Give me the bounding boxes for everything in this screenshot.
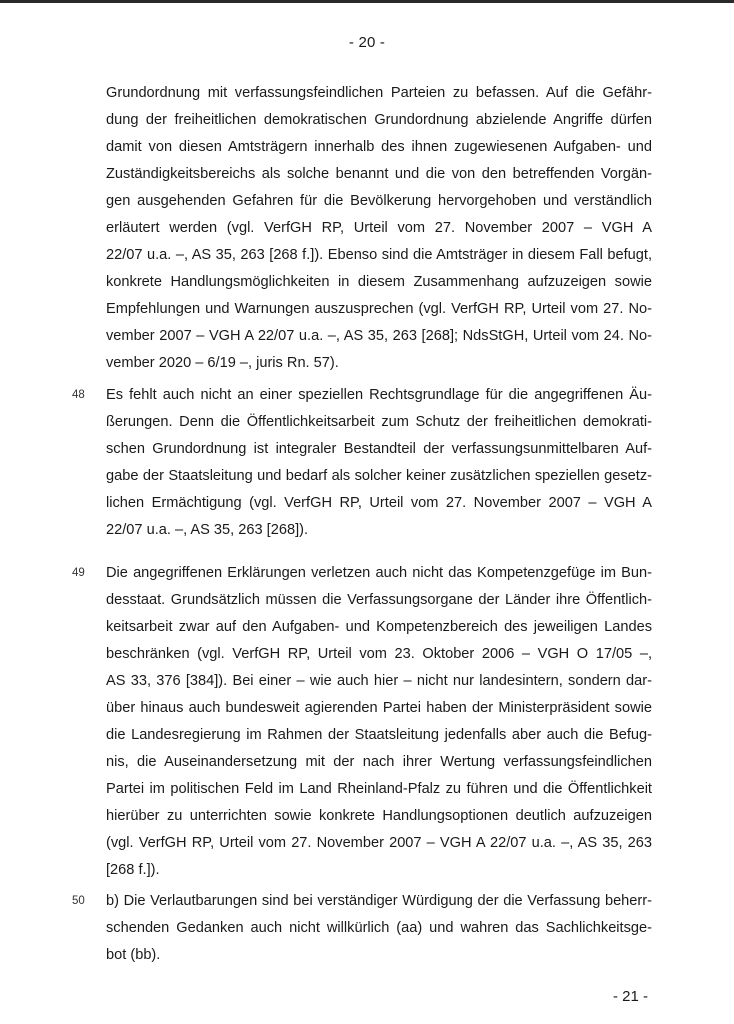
paragraph-number-49: 49 xyxy=(72,567,85,579)
text-line: [268 f.]). xyxy=(106,862,160,878)
paragraph-continuation xyxy=(106,80,652,377)
text-line: Zuständigkeitsbereichs als solche benannt und die von den betreffenden Vorgän- xyxy=(106,166,652,182)
paragraph-50 xyxy=(106,888,652,969)
text-line: Die angegriffenen Erklärungen verletzen auch nicht das Kompetenzgefüge im Bun- xyxy=(106,565,652,581)
paragraph-48 xyxy=(106,382,652,544)
text-line: vember 2007 – VGH A 22/07 u.a. –, AS 35, 263 [268]; NdsStGH, Urteil vom 24. No- xyxy=(106,328,652,344)
text-line: (vgl. VerfGH RP, Urteil vom 27. November 2007 – VGH A 22/07 u.a. –, AS 35, 263 xyxy=(106,835,652,851)
text-line: schen Grundordnung ist integraler Bestandteil der verfassungsunmittelbaren Auf- xyxy=(106,441,652,457)
paragraph-number-50: 50 xyxy=(72,895,85,907)
page-number-top: - 20 - xyxy=(348,34,386,51)
text-line: die Landesregierung im Rahmen der Staatsleitung jedenfalls aber auch die Befug- xyxy=(106,727,652,743)
page-number-bottom: - 21 - xyxy=(612,988,648,1005)
text-line: erläutert werden (vgl. VerfGH RP, Urteil vom 27. November 2007 – VGH A xyxy=(106,220,652,236)
text-line: keitsarbeit zwar auf den Aufgaben- und Kompetenzbereich des jeweiligen Landes xyxy=(106,619,652,635)
text-line: desstaat. Grundsätzlich müssen die Verfassungsorgane der Länder ihre Öffentlich- xyxy=(106,592,652,608)
paragraph-49 xyxy=(106,560,652,884)
text-line: bot (bb). xyxy=(106,947,161,963)
text-line: damit von diesen Amtsträgern innerhalb des ihnen zugewiesenen Aufgaben- und xyxy=(106,139,652,155)
paragraph-number-48: 48 xyxy=(72,389,85,401)
text-line: AS 33, 376 [384]). Bei einer – wie auch hier – nicht nur landesintern, sondern dar- xyxy=(106,673,652,689)
text-line: gen ausgehenden Gefahren für die Bevölkerung hervorgehoben und verständlich xyxy=(106,193,652,209)
text-line: 22/07 u.a. –, AS 35, 263 [268]). xyxy=(106,522,309,538)
text-line: Partei im politischen Feld im Land Rheinland-Pfalz zu führen und die Öffentlichkeit xyxy=(106,781,652,797)
text-line: beschränken (vgl. VerfGH RP, Urteil vom 23. Oktober 2006 – VGH O 17/05 –, xyxy=(106,646,652,662)
text-line: konkrete Handlungsmöglichkeiten in diesem Zusammenhang aufzuzeigen sowie xyxy=(106,274,652,290)
text-line: lichen Ermächtigung (vgl. VerfGH RP, Urteil vom 27. November 2007 – VGH A xyxy=(106,495,652,511)
text-line: Grundordnung mit verfassungsfeindlichen Parteien zu befassen. Auf die Gefähr- xyxy=(106,85,652,101)
text-line: Es fehlt auch nicht an einer speziellen Rechtsgrundlage für die angegriffenen Äu- xyxy=(106,387,652,403)
text-line: 22/07 u.a. –, AS 35, 263 [268 f.]). Ebenso sind die Amtsträger in diesem Fall befugt, xyxy=(106,247,652,263)
top-border xyxy=(0,0,734,3)
text-line: hierüber zu unterrichten sowie konkrete Handlungsoptionen deutlich aufzuzeigen xyxy=(106,808,652,824)
text-line: vember 2020 – 6/19 –, juris Rn. 57). xyxy=(106,355,339,371)
text-line: ßerungen. Denn die Öffentlichkeitsarbeit zum Schutz der freiheitlichen demokrati- xyxy=(106,414,652,430)
text-line: Empfehlungen und Warnungen auszusprechen (vgl. VerfGH RP, Urteil vom 27. No- xyxy=(106,301,652,317)
text-line: dung der freiheitlichen demokratischen Grundordnung abzielende Angriffe dürfen xyxy=(106,112,652,128)
text-line: schenden Gedanken auch nicht willkürlich (aa) und wahren das Sachlichkeitsge- xyxy=(106,920,652,936)
text-line: nis, die Auseinandersetzung mit der nach ihrer Wertung verfassungsfeindlichen xyxy=(106,754,652,770)
text-line: über hinaus auch bundesweit agierenden Partei haben der Ministerpräsident sowie xyxy=(106,700,652,716)
text-line: b) Die Verlautbarungen sind bei verständiger Würdigung der die Verfassung beherr- xyxy=(106,893,652,909)
text-line: gabe der Staatsleitung und bedarf als solcher keiner zusätzlichen speziellen gesetz- xyxy=(106,468,652,484)
